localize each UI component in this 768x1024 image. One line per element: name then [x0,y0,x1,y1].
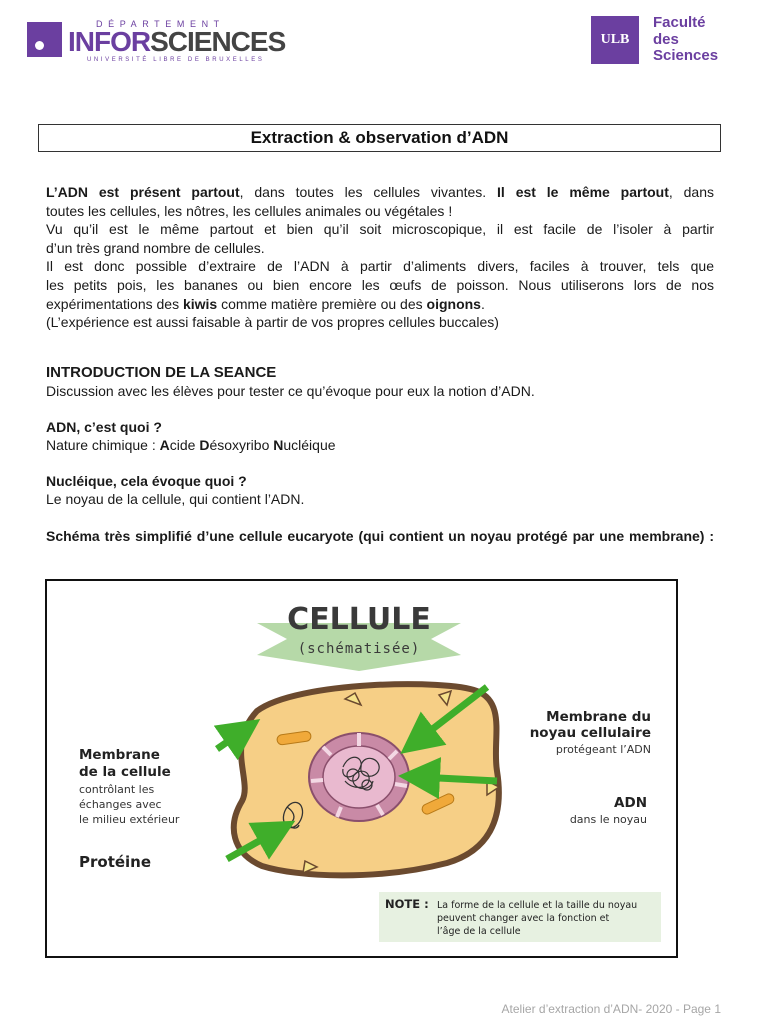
intro-paragraph: L’ADN est présent partout, dans toutes les cellules vivantes. Il est le même partout, dans toutes les cellules, les nôtres, les cellules animales ou végétales ! Vu qu’il est le même partout et bien qu’il soit microscopique, il est facile de l’isoler à partir d’un très grand nombre de cellules. Il est donc possible d’extraire de l’ADN à partir d’aliments divers, faciles à trouver, tels que les petits pois, les bananes ou bien encore les œufs de poisson. Nous utiliserons lors de nos expérimentations des kiwis comme matière première ou des oignons. (L’expérience est aussi faisable à partir de vos propres cellules buccales) [46,184,715,331]
label-membrane-cell-desc-3: le milieu extérieur [79,813,180,826]
ulb-logo-box: ULB [591,16,639,64]
faculty-name: Faculté des Sciences [653,14,719,64]
label-membrane-cell-1: Membrane [79,747,160,763]
section-heading: INTRODUCTION DE LA SEANCE [46,364,277,381]
cell-diagram [45,579,678,958]
label-adn: ADN [614,795,647,811]
infosciences-logo [27,19,286,65]
schema-caption: Schéma très simplifié d’une cellule eucaryote (qui contient un noyau protégé par une membrane) : [46,528,714,544]
discussion-text: Discussion avec les élèves pour tester ce qu’évoque pour eux la notion d’ADN. [46,383,535,399]
label-proteine: Protéine [79,853,152,871]
logo-dept-sub: UNIVERSITÉ LIBRE DE BRUXELLES [87,57,265,63]
note-line-2: peuvent changer avec la fonction et [437,913,610,924]
label-membrane-noyau-2: noyau cellulaire [529,725,651,741]
logo-dept-top: DÉPARTEMENT [96,19,225,29]
note-line-3: l’âge de la cellule [437,926,521,937]
figure-subtitle: (schématisée) [297,641,421,657]
label-membrane-noyau-1: Membrane du [546,709,651,725]
answer-adn: Nature chimique : Acide Désoxyribo Nucléique [46,437,336,453]
page-title: Extraction & observation d’ADN [38,124,721,152]
label-membrane-noyau-desc: protégeant l’ADN [555,743,651,756]
label-membrane-cell-desc-2: échanges avec [79,798,162,811]
note-label: NOTE : [385,897,429,911]
note-line-1: La forme de la cellule et la taille du noyau [437,900,638,911]
arrow-adn [419,777,497,781]
label-adn-desc: dans le noyau [569,813,647,826]
answer-nucleique: Le noyau de la cellule, qui contient l’ADN. [46,491,305,507]
figure-title: CELLULE [287,602,431,637]
logo-dept-name: INFORSCIENCES [68,26,286,57]
label-membrane-cell-desc-1: contrôlant les [79,783,155,796]
question-adn: ADN, c’est quoi ? [46,419,162,435]
logo-square-icon [27,22,62,57]
cell-diagram-svg [47,581,676,956]
ulb-faculty-logo [591,16,731,66]
page-footer: Atelier d’extraction d’ADN- 2020 - Page 1 [501,1002,721,1016]
question-nucleique: Nucléique, cela évoque quoi ? [46,473,247,489]
label-membrane-cell-2: de la cellule [79,764,171,780]
